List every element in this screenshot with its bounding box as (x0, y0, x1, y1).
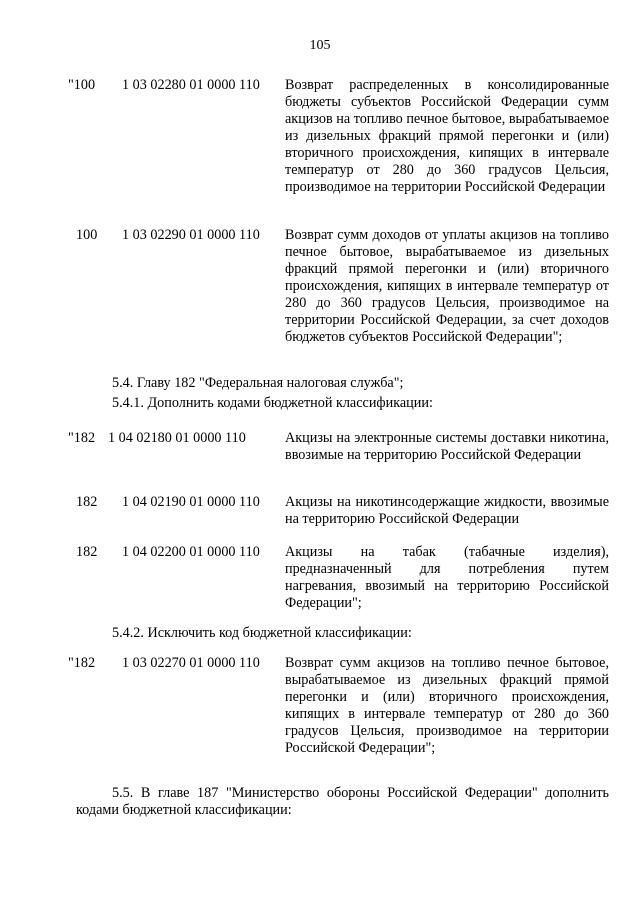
administrator-code: 182 (76, 544, 98, 560)
code-description: Акцизы на электронные системы доставки никотина, ввозимые на территорию Российской Федерации (285, 430, 609, 463)
budget-classification-code: 1 03 02270 01 0000 110 (122, 655, 260, 671)
code-description: Акцизы на никотинсодержащие жидкости, ввозимые на территорию Российской Федерации (285, 494, 609, 527)
paragraph-5-5: 5.5. В главе 187 "Министерство обороны Российской Федерации" дополнить кодами бюджетной классификации: (76, 785, 609, 818)
code-description: Возврат сумм акцизов на топливо печное бытовое, вырабатываемое из дизельных фракций прямой перегонки и (или) вторичного происхождения, кипящих в интервале температур от 280 до 360 градусов Цельсия, производимое на территории Российской Федерации"; (285, 655, 609, 756)
budget-classification-code: 1 03 02290 01 0000 110 (122, 227, 260, 243)
code-description: Возврат распределенных в консолидированные бюджеты субъектов Российской Федерации сумм акцизов на топливо печное бытовое, вырабатываемое из дизельных фракций прямой перегонки и (или) вторичного происхождения, кипящих в интервале температур от 280 до 360 градусов Цельсия, производимое на территории Российской Федерации (285, 77, 609, 195)
budget-classification-code: 1 04 02180 01 0000 110 (108, 430, 246, 446)
administrator-code: 182 (76, 494, 98, 510)
budget-classification-code: 1 03 02280 01 0000 110 (122, 77, 260, 93)
administrator-code: 100 (76, 227, 98, 243)
code-description: Акцизы на табак (табачные изделия), предназначенный для потребления путем нагревания, ввозимый на территорию Российской Федерации"; (285, 544, 609, 611)
paragraph-5-4-1: 5.4.1. Дополнить кодами бюджетной классификации: (112, 395, 433, 411)
administrator-code: "182 (68, 655, 96, 671)
paragraph-5-4-2: 5.4.2. Исключить код бюджетной классификации: (112, 625, 412, 641)
code-description: Возврат сумм доходов от уплаты акцизов на топливо печное бытовое, вырабатываемое из дизельных фракций прямой перегонки и (или) вторичного происхождения, кипящих в интервале температур от 280 до 360 градусов Цельсия, производимое на территории Российской Федерации, за счет доходов бюджетов субъектов Российской Федерации"; (285, 227, 609, 345)
administrator-code: "182 (68, 430, 96, 446)
paragraph-5-4: 5.4. Главу 182 "Федеральная налоговая служба"; (112, 375, 404, 391)
page-number: 105 (309, 38, 331, 53)
budget-classification-code: 1 04 02190 01 0000 110 (122, 494, 260, 510)
budget-classification-code: 1 04 02200 01 0000 110 (122, 544, 260, 560)
administrator-code: "100 (68, 77, 96, 93)
